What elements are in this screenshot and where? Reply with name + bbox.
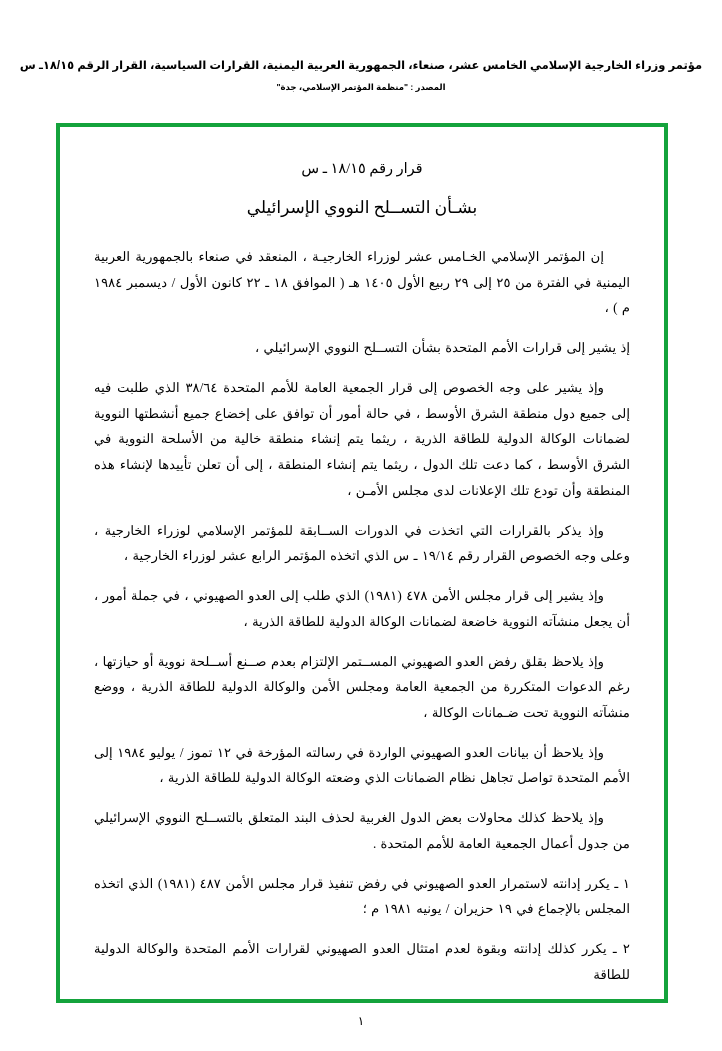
header-source: المصدر : "منظمة المؤتمر الإسلامي، جدة" [276, 82, 446, 93]
page-header [0, 0, 722, 93]
numbered-clause: ٢ ـ يكرر كذلك إدانته وبقوة لعدم امتثال العدو الصهيوني لقرارات الأمم المتحدة والوكالة الدولية للطاقة [94, 941, 630, 982]
numbered-clause: ١ ـ يكرر إدانته لاستمرار العدو الصهيوني في رفض تنفيذ قرار مجلس الأمن ٤٨٧ (١٩٨١) الذي اتخذه المجلس بالإجماع في ١٩ حزيران / يونيه ١٩٨١ م ؛ [94, 875, 630, 917]
document-body [60, 127, 664, 999]
resolution-number: قرار رقم ١٨/١٥ ـ س [301, 161, 423, 177]
paragraph: وإذ يلاحظ كذلك محاولات بعض الدول الغربية لحذف البند المتعلق بالتســلح النووي الإسرائيلي من جدول أعمال الجمعية العامة للأمم المتحدة . [94, 810, 630, 851]
resolution-subject: بشـأن التســلح النووي الإسرائيلي [246, 198, 478, 217]
paragraph: وإذ يشير إلى قرار مجلس الأمن ٤٧٨ (١٩٨١) الذي طلب إلى العدو الصهيوني ، في جملة أمور ، أن يجعل منشآته النووية خاضعة لضمانات الوكالة الدولية للطاقة الذرية ، [94, 588, 630, 629]
paragraph: إذ يشير إلى قرارات الأمم المتحدة بشأن التســلح النووي الإسرائيلي ، [255, 340, 630, 356]
document-frame [56, 123, 668, 1003]
header-title: مؤتمر وزراء الخارجية الإسلامي الخامس عشر، صنعاء، الجمهورية العربية اليمنية، القرارات السياسية، القرار الرقم ١٨/١٥ـ س [19, 60, 703, 72]
paragraph: وإذ يلاحظ بقلق رفض العدو الصهيوني المســتمر الإلتزام بعدم صــنع أســلحة نووية أو حيازتها ، رغم الدعوات المتكررة من الجمعية العامة ومجلس الأمن والوكالة الدولية للطاقة الذرية ، ووضع منشآته النووية تحت ضـمانات الوكالة ، [94, 653, 630, 721]
paragraph: وإذ يذكر بالقرارات التي اتخذت في الدورات الســابقة للمؤتمر الإسلامي لوزراء الخارجية ، وعلى وجه الخصوص القرار رقم ١٩/١٤ ـ س الذي اتخذه المؤتمر الرابع عشر لوزراء الخارجية ، [94, 522, 630, 564]
paragraph: وإذ يلاحظ أن بيانات العدو الصهيوني الواردة في رسالته المؤرخة في ١٢ تموز / يوليو ١٩٨٤ إلى الأمم المتحدة تواصل تجاهل نظام الضمانات الذي وضعته الوكالة الدولية للطاقة الذرية ، [94, 744, 630, 786]
paragraph: إن المؤتمر الإسلامي الخـامس عشر لوزراء الخارجيـة ، المنعقد في صنعاء بالجمهورية العربية اليمنية في الفترة من ٢٥ إلى ٢٩ ربيع الأول ١٤٠٥ هـ ( الموافق ١٨ ـ ٢٢ كانون الأول / ديسمبر ١٩٨٤ م ) ، [94, 249, 631, 316]
paragraph: وإذ يشير على وجه الخصوص إلى قرار الجمعية العامة للأمم المتحدة ٣٨/٦٤ الذي طلبت فيه إلى جميع دول منطقة الشرق الأوسط ، في حالة أمور أن توافق على إخضاع جميع أنشطتها النووية لضمانات الوكالة الدولية للطاقة الذرية ، ريثما يتم إنشاء منطقة خالية من الأسلحة النووية في الشرق الأوسط ، كما دعت تلك الدول ، ريثما يتم إنشاء المنطقة ، إلى أن تعلن تأييدها لإنشاء هذه المنطقة وأن تودع تلك الإعلانات لدى مجلس الأمـن ، [94, 379, 630, 498]
page-number: ١ [357, 1014, 365, 1028]
